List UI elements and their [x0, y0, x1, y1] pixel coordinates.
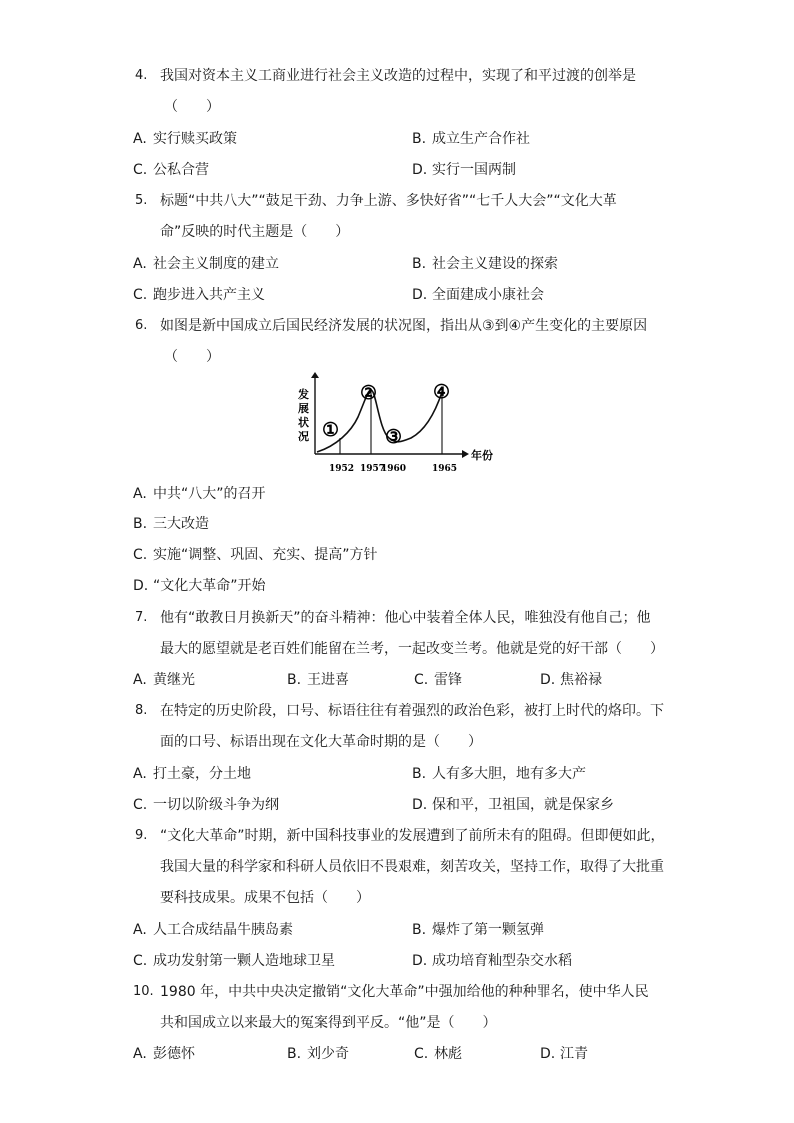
option-a[interactable]: A. 人工合成结晶牛胰岛素 — [133, 922, 293, 938]
question-stem-line: 要科技成果。成果不包括（ ） — [160, 890, 370, 906]
option-a[interactable]: A. 彭德怀 — [133, 1046, 195, 1062]
question-stem-line: 我国大量的科学家和科研人员依旧不畏艰难，刻苦攻关，坚持工作，取得了大批重 — [160, 859, 664, 875]
y-axis-label-char: 发 — [298, 388, 309, 401]
y-axis-label-char: 展 — [298, 402, 309, 415]
x-tick-label: 1957 — [360, 464, 386, 474]
option-c[interactable]: C. 公私合营 — [133, 162, 209, 178]
answer-blank: （ ） — [164, 99, 220, 115]
point-marker-4: ④ — [433, 381, 451, 403]
question-stem-line: 我国对资本主义工商业进行社会主义改造的过程中，实现了和平过渡的创举是 — [160, 68, 636, 84]
question-number: 8. — [135, 703, 148, 718]
x-axis-label: 年份 — [471, 449, 493, 462]
option-d[interactable]: D. 成功培育籼型杂交水稻 — [412, 953, 572, 969]
question-stem-line: 共和国成立以来最大的冤案得到平反。“他”是（ ） — [160, 1015, 497, 1031]
option-c[interactable]: C. 林彪 — [414, 1046, 462, 1062]
option-d[interactable]: D. 全面建成小康社会 — [412, 287, 544, 303]
option-c[interactable]: C. 实施“调整、巩固、充实、提高”方针 — [133, 547, 378, 563]
point-marker-3: ③ — [385, 426, 403, 448]
option-d[interactable]: D. 实行一国两制 — [412, 162, 516, 178]
option-b[interactable]: B. 成立生产合作社 — [412, 131, 530, 147]
option-c[interactable]: C. 一切以阶级斗争为纲 — [133, 797, 279, 813]
option-c[interactable]: C. 跑步进入共产主义 — [133, 287, 265, 303]
question-stem-line: “文化大革命”时期，新中国科技事业的发展遭到了前所未有的阻碍。但即便如此， — [160, 828, 665, 844]
y-axis-label-char: 况 — [298, 430, 309, 443]
option-a[interactable]: A. 打土豪，分土地 — [133, 766, 251, 782]
option-d[interactable]: D. 焦裕禄 — [540, 672, 602, 688]
option-d[interactable]: D. 江青 — [540, 1046, 588, 1062]
question-stem-line: 他有“敢教日月换新天”的奋斗精神：他心中装着全体人民，唯独没有他自己；他 — [160, 610, 651, 626]
y-axis-arrow — [311, 372, 319, 378]
option-c[interactable]: C. 成功发射第一颗人造地球卫星 — [133, 953, 335, 969]
option-b[interactable]: B. 三大改造 — [133, 516, 209, 532]
option-b[interactable]: B. 社会主义建设的探索 — [412, 256, 558, 272]
question-number: 6. — [135, 318, 148, 333]
question-stem-line: 如图是新中国成立后国民经济发展的状况图，指出从③到④产生变化的主要原因 — [160, 318, 648, 334]
option-a[interactable]: A. 社会主义制度的建立 — [133, 256, 279, 272]
question-stem-line: 1980 年，中共中央决定撤销“文化大革命”中强加给他的种种罪名，使中华人民 — [160, 984, 649, 1000]
question-stem-line: 面的口号、标语出现在文化大革命时期的是（ ） — [160, 734, 482, 750]
option-b[interactable]: B. 爆炸了第一颗氢弹 — [412, 922, 544, 938]
option-b[interactable]: B. 王进喜 — [287, 672, 349, 688]
x-axis-arrow — [462, 450, 469, 458]
y-axis-label-char: 状 — [298, 416, 309, 429]
option-b[interactable]: B. 人有多大胆，地有多大产 — [412, 766, 586, 782]
question-number: 9. — [135, 828, 148, 843]
question-stem-line: 命”反映的时代主题是（ ） — [160, 224, 350, 240]
option-a[interactable]: A. 黄继光 — [133, 672, 195, 688]
x-tick-label: 1960 — [381, 464, 407, 474]
option-b[interactable]: B. 刘少奇 — [287, 1046, 349, 1062]
question-number: 10. — [133, 984, 154, 999]
option-c[interactable]: C. 雷锋 — [414, 672, 462, 688]
economic-development-figure — [296, 372, 496, 477]
point-marker-1: ① — [322, 419, 340, 441]
question-number: 4. — [135, 68, 148, 83]
development-curve-diagram — [296, 372, 496, 477]
question-stem-line: 标题“中共八大”“鼓足干劲、力争上游、多快好省”“七千人大会”“文化大革 — [160, 193, 617, 209]
answer-blank: （ ） — [164, 349, 220, 365]
question-stem-line: 在特定的历史阶段，口号、标语往往有着强烈的政治色彩，被打上时代的烙印。下 — [160, 703, 664, 719]
x-tick-label: 1965 — [432, 464, 458, 474]
option-d[interactable]: D. 保和平，卫祖国，就是保家乡 — [412, 797, 614, 813]
question-number: 7. — [135, 610, 148, 625]
question-stem-line: 最大的愿望就是老百姓们能留在兰考，一起改变兰考。他就是党的好干部（ ） — [160, 641, 664, 657]
question-number: 5. — [135, 193, 148, 208]
x-tick-label: 1952 — [329, 464, 355, 474]
option-a[interactable]: A. 中共“八大”的召开 — [133, 486, 266, 502]
option-a[interactable]: A. 实行赎买政策 — [133, 131, 237, 147]
option-d[interactable]: D. “文化大革命”开始 — [133, 578, 266, 594]
point-marker-2: ② — [360, 382, 378, 404]
